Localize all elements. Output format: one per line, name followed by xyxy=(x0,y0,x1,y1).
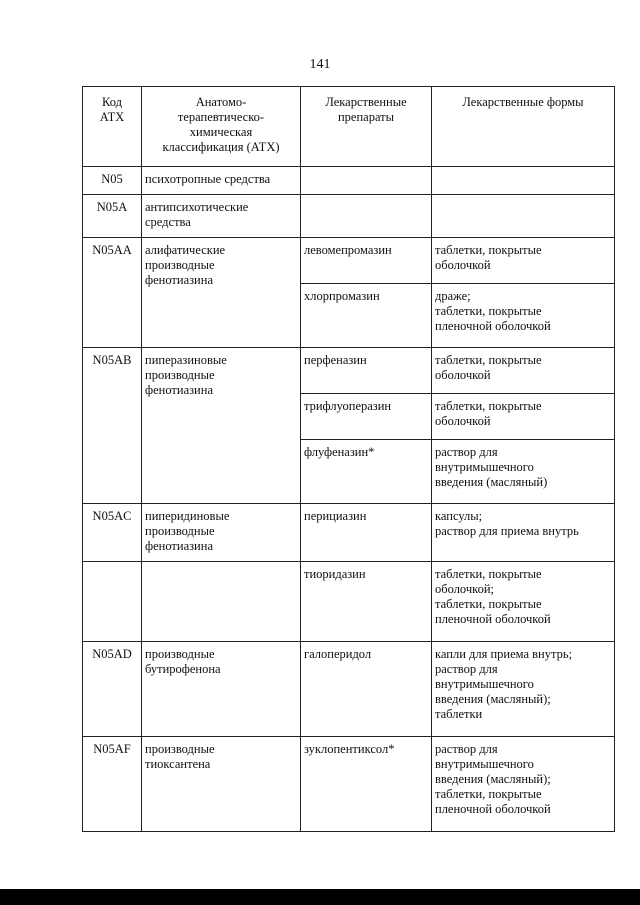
drug-name: зуклопентиксол* xyxy=(301,737,432,832)
header-code: Код АТХ xyxy=(83,87,142,167)
atx-classification: производные бутирофенона xyxy=(142,642,301,737)
atx-code: N05AA xyxy=(83,238,142,348)
table-row xyxy=(83,348,615,394)
drug-name xyxy=(301,195,432,238)
dosage-form: раствор для внутримышечного введения (масляный) xyxy=(432,440,615,504)
dosage-form xyxy=(432,167,615,195)
atx-classification: психотропные средства xyxy=(142,167,301,195)
atx-classification: алифатические производные фенотиазина xyxy=(142,238,301,348)
atx-code: N05 xyxy=(83,167,142,195)
atx-classification: производные тиоксантена xyxy=(142,737,301,832)
table-row xyxy=(83,504,615,562)
drug-name: галоперидол xyxy=(301,642,432,737)
page-number: 141 xyxy=(309,57,331,72)
atx-code: N05AB xyxy=(83,348,142,504)
dosage-form: капли для приема внутрь; раствор для внутримышечного введения (масляный); таблетки xyxy=(432,642,615,737)
atx-code: N05AF xyxy=(83,737,142,832)
bottom-scan-bar xyxy=(0,889,640,905)
table-row xyxy=(83,642,615,737)
drug-name xyxy=(301,167,432,195)
drug-name: флуфеназин* xyxy=(301,440,432,504)
header-forms: Лекарственные формы xyxy=(432,87,615,167)
atx-code: N05AC xyxy=(83,504,142,562)
atx-classification: пиперазиновые производные фенотиазина xyxy=(142,348,301,504)
dosage-form: капсулы; раствор для приема внутрь xyxy=(432,504,615,562)
atx-code: N05AD xyxy=(83,642,142,737)
header-classification: Анатомо- терапевтическо- химическая классификация (АТХ) xyxy=(142,87,301,167)
drug-name: хлорпромазин xyxy=(301,284,432,348)
drug-name: левомепромазин xyxy=(301,238,432,284)
table-row xyxy=(83,737,615,832)
atx-drug-table xyxy=(82,86,615,832)
drug-name: перициазин xyxy=(301,504,432,562)
atx-classification: антипсихотические средства xyxy=(142,195,301,238)
dosage-form: таблетки, покрытые оболочкой xyxy=(432,238,615,284)
dosage-form: таблетки, покрытые оболочкой xyxy=(432,348,615,394)
drug-name: перфеназин xyxy=(301,348,432,394)
table-row xyxy=(83,562,615,642)
table-row xyxy=(83,238,615,284)
atx-classification xyxy=(142,562,301,642)
dosage-form xyxy=(432,195,615,238)
atx-classification: пиперидиновые производные фенотиазина xyxy=(142,504,301,562)
drug-name: трифлуоперазин xyxy=(301,394,432,440)
dosage-form: таблетки, покрытые оболочкой xyxy=(432,394,615,440)
atx-code: N05A xyxy=(83,195,142,238)
dosage-form: раствор для внутримышечного введения (масляный); таблетки, покрытые пленочной оболочкой xyxy=(432,737,615,832)
drug-name: тиоридазин xyxy=(301,562,432,642)
dosage-form: таблетки, покрытые оболочкой; таблетки, покрытые пленочной оболочкой xyxy=(432,562,615,642)
table-row xyxy=(83,167,615,195)
header-drugs: Лекарственные препараты xyxy=(301,87,432,167)
table-header-row xyxy=(83,87,615,167)
atx-code xyxy=(83,562,142,642)
dosage-form: драже; таблетки, покрытые пленочной оболочкой xyxy=(432,284,615,348)
table-row xyxy=(83,195,615,238)
